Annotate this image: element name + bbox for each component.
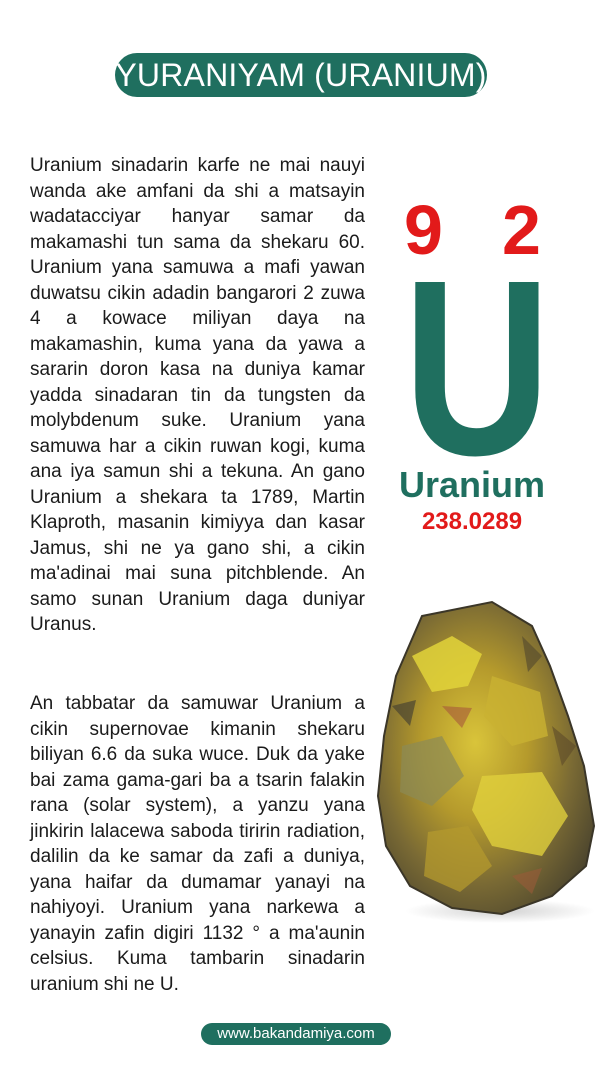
element-symbol — [402, 268, 552, 458]
element-name: Uranium — [398, 464, 546, 505]
element-symbol-text: U — [403, 268, 551, 458]
footer-website[interactable]: www.bakandamiya.com — [201, 1023, 391, 1045]
atomic-mass: 238.0289 — [421, 508, 523, 535]
article-paragraph-2: An tabbatar da samuwar Uranium a cikin supernovae kimanin shekaru biliyan 6.6 da suka wuce. Duk da yake bai zama gama-gari ba a tsarin falakin rana (solar system), a yanzu yana jinkirin lalacewa saboda tiririn radiation, dalilin da ke samar da zafi a duniya, yana haifar da dumamar yanayi na nahiyoyi. Uranium yana narkewa a yanayin zafin digiri 1132 ° a ma'aunin celsius. Kuma tambarin sinadarin uranium shi ne U. — [30, 693, 365, 995]
uranium-ore-image — [372, 596, 600, 926]
article-paragraph-1: Uranium sinadarin karfe ne mai nauyi wanda ake amfani da shi a matsayin wadatacciyar hanyar samar da makamashi tun sama da shekaru 60. Uranium yana samuwa a mafi yawan duwatsu cikin adadin bangarori 2 zuwa 4 a kowace miliyan daya na makamashin, kuma yana da yawa a sararin doron kasa na duniya kamar yadda sinadaran tin da tungsten da molybdenum suke. Uranium yana samuwa har a cikin ruwan kogi, kuma ana iya samun shi a tekuna. An gano Uranium a shekara ta 1789, Martin Klaproth, masanin kimiyya dan kasar Jamus, shi ne ya gano shi, a cikin ma'adinai mai suna pitchblende. An samo sunan Uranium daga duniyar Uranus. — [30, 155, 365, 635]
element-card — [392, 190, 557, 540]
atomic-number-digit: 2 — [502, 191, 541, 269]
atomic-number-digit: 9 — [404, 191, 443, 269]
page-title: YURANIYAM (URANIUM) — [115, 53, 487, 97]
